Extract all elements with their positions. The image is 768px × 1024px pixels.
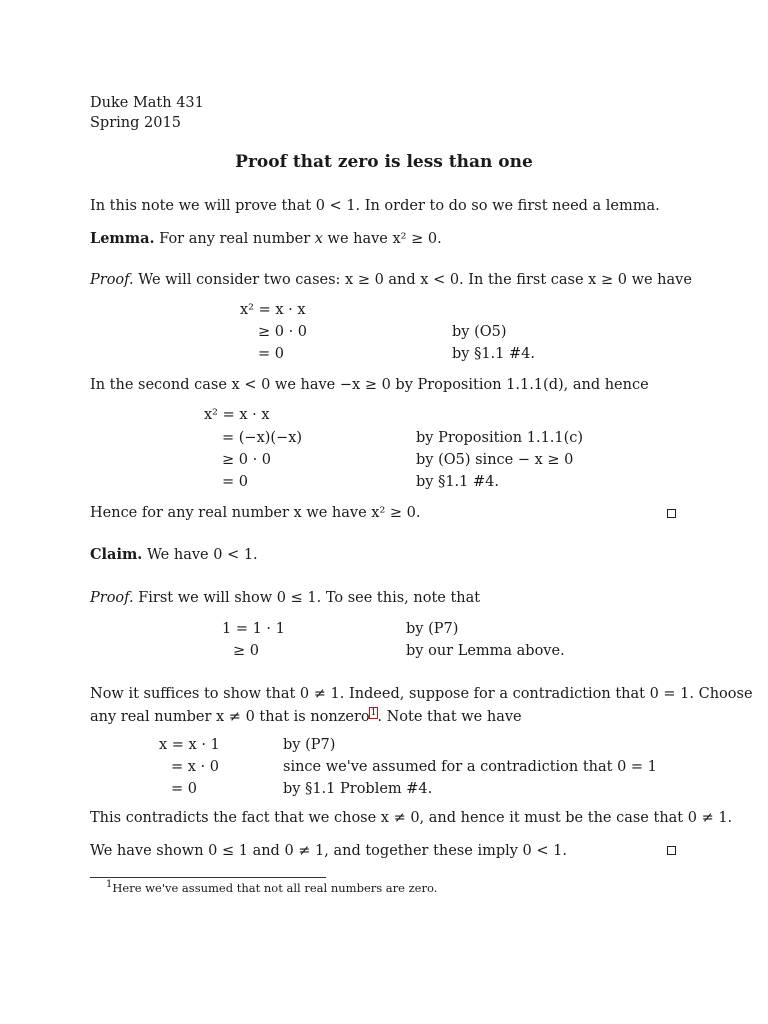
case2-reason-4: by §1.1 #4. xyxy=(416,474,499,490)
claim-text: We have 0 < 1. xyxy=(146,547,258,563)
qed-box-lemma xyxy=(667,509,676,518)
case1-line-2: ≥ 0 · 0 xyxy=(258,324,308,340)
intro-paragraph: In this note we will prove that 0 < 1. In order to do so we first need a lemma. xyxy=(90,198,660,214)
paragraph-line-2-text: any real number x ≠ 0 that is nonzero xyxy=(90,708,370,725)
step2-line-3: = 0 xyxy=(171,781,197,797)
step1-reason-1: by (P7) xyxy=(406,621,459,637)
step1-line-2: ≥ 0 xyxy=(233,643,259,659)
step1-reason-2: by our Lemma above. xyxy=(406,643,565,659)
term: Spring 2015 xyxy=(90,115,181,131)
lemma-var: x xyxy=(314,231,323,247)
proof1-intro xyxy=(90,270,692,290)
lemma-label: Lemma. xyxy=(90,230,155,247)
footnote-rule xyxy=(90,877,326,878)
footnote-text: Here we've assumed that not all real numbers are zero. xyxy=(112,880,438,895)
case2-intro: In the second case x < 0 we have −x ≥ 0 by Proposition 1.1.1(d), and hence xyxy=(90,377,649,393)
course-name: Duke Math 431 xyxy=(90,95,204,111)
case1-line-1: x² = x · x xyxy=(240,302,306,318)
proof2-label: Proof. xyxy=(90,590,134,606)
case2-line-2: = (−x)(−x) xyxy=(222,430,303,446)
footnote xyxy=(106,879,437,895)
qed-box-claim xyxy=(667,846,676,855)
step2-reason-2: since we've assumed for a contradiction that 0 = 1 xyxy=(283,759,657,775)
step2-line-1: x = x · 1 xyxy=(159,737,220,753)
proof1-label: Proof. xyxy=(90,272,134,288)
lemma-expr: x² ≥ 0. xyxy=(392,231,442,247)
step1-line-1: 1 = 1 · 1 xyxy=(222,621,285,637)
paragraph-line-2 xyxy=(90,703,522,727)
final-statement: We have shown 0 ≤ 1 and 0 ≠ 1, and together these imply 0 < 1. xyxy=(90,843,567,859)
paragraph-line-1: Now it suffices to show that 0 ≠ 1. Indeed, suppose for a contradiction that 0 = 1. Choose xyxy=(90,686,753,702)
case1-line-3: = 0 xyxy=(258,346,284,362)
proof2-text: First we will show 0 ≤ 1. To see this, note that xyxy=(138,590,481,606)
case2-reason-3: by (O5) since − x ≥ 0 xyxy=(416,452,574,468)
contradiction-paragraph: This contradicts the fact that we chose x ≠ 0, and hence it must be the case that 0 ≠ 1. xyxy=(90,810,733,826)
case1-reason-3: by §1.1 #4. xyxy=(452,346,535,362)
proof1-text: We will consider two cases: x ≥ 0 and x < 0. In the first case x ≥ 0 we have xyxy=(138,272,692,288)
proof2-intro xyxy=(90,588,480,608)
footnote-ref-mark[interactable]: 1 xyxy=(370,708,377,718)
page-title: Proof that zero is less than one xyxy=(235,152,533,172)
lemma-statement xyxy=(90,229,442,249)
step2-line-2: = x · 0 xyxy=(171,759,219,775)
case2-line-1: x² = x · x xyxy=(204,407,270,423)
step2-reason-1: by (P7) xyxy=(283,737,336,753)
case2-line-4: = 0 xyxy=(222,474,248,490)
lemma-text-before: For any real number xyxy=(159,231,315,247)
case1-reason-2: by (O5) xyxy=(452,324,507,340)
footnote-mark: 1 xyxy=(106,879,113,890)
footnote-link[interactable] xyxy=(370,703,378,727)
case2-reason-2: by Proposition 1.1.1(c) xyxy=(416,430,584,446)
case2-line-3: ≥ 0 · 0 xyxy=(222,452,272,468)
lemma-text-mid: we have xyxy=(322,231,393,247)
claim-label: Claim. xyxy=(90,546,143,563)
step2-reason-3: by §1.1 Problem #4. xyxy=(283,781,433,797)
paragraph-line-2-after: . Note that we have xyxy=(377,708,522,725)
claim-statement xyxy=(90,545,258,565)
lemma-conclusion: Hence for any real number x we have x² ≥ 0. xyxy=(90,505,421,521)
